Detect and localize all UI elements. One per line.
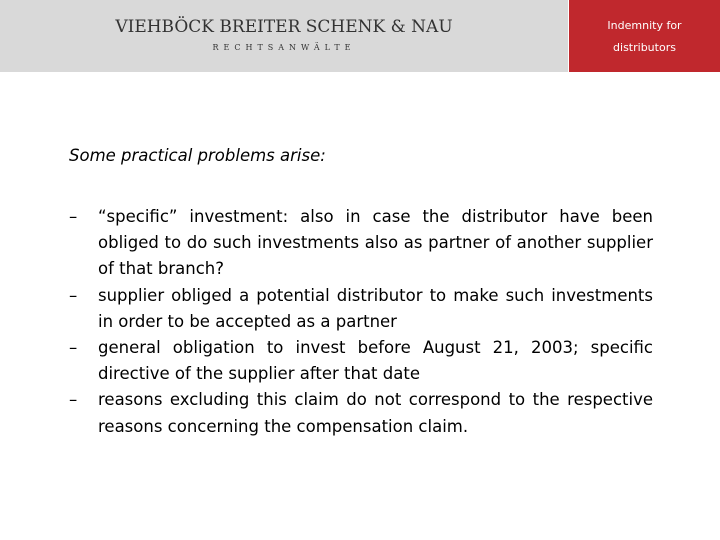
bullet-dash: – (69, 390, 78, 410)
topic-title-line2: distributors (613, 41, 676, 54)
bullet-list (69, 204, 653, 440)
bullet-item (69, 335, 653, 387)
bullet-text: reasons excluding this claim do not correspond to the respective reasons concerning the compensation claim. (98, 390, 653, 436)
bullet-text: supplier obliged a potential distributor to make such investments in order to be accepted as a partner (98, 285, 653, 331)
firm-subtitle: RECHTSANWÄLTE (212, 43, 356, 52)
topic-box (569, 0, 720, 72)
header-band (0, 0, 568, 72)
bullet-dash: – (69, 338, 78, 358)
firm-name: VIEHBÖCK BREITER SCHENK & NAU (115, 17, 453, 37)
bullet-item (69, 283, 653, 335)
bullet-dash: – (69, 207, 78, 226)
bullet-item (69, 204, 653, 283)
section-heading: Some practical problems arise: (69, 146, 326, 165)
bullet-item (69, 387, 653, 439)
bullet-text: general obligation to invest before August 21, 2003; specific directive of the supplier after that date (98, 338, 653, 384)
topic-title-line1: Indemnity for (607, 19, 682, 32)
bullet-dash: – (69, 285, 78, 305)
bullet-text: “specific” investment: also in case the distributor have been obliged to do such investments also as partner of another supplier of that branch? (98, 207, 653, 279)
